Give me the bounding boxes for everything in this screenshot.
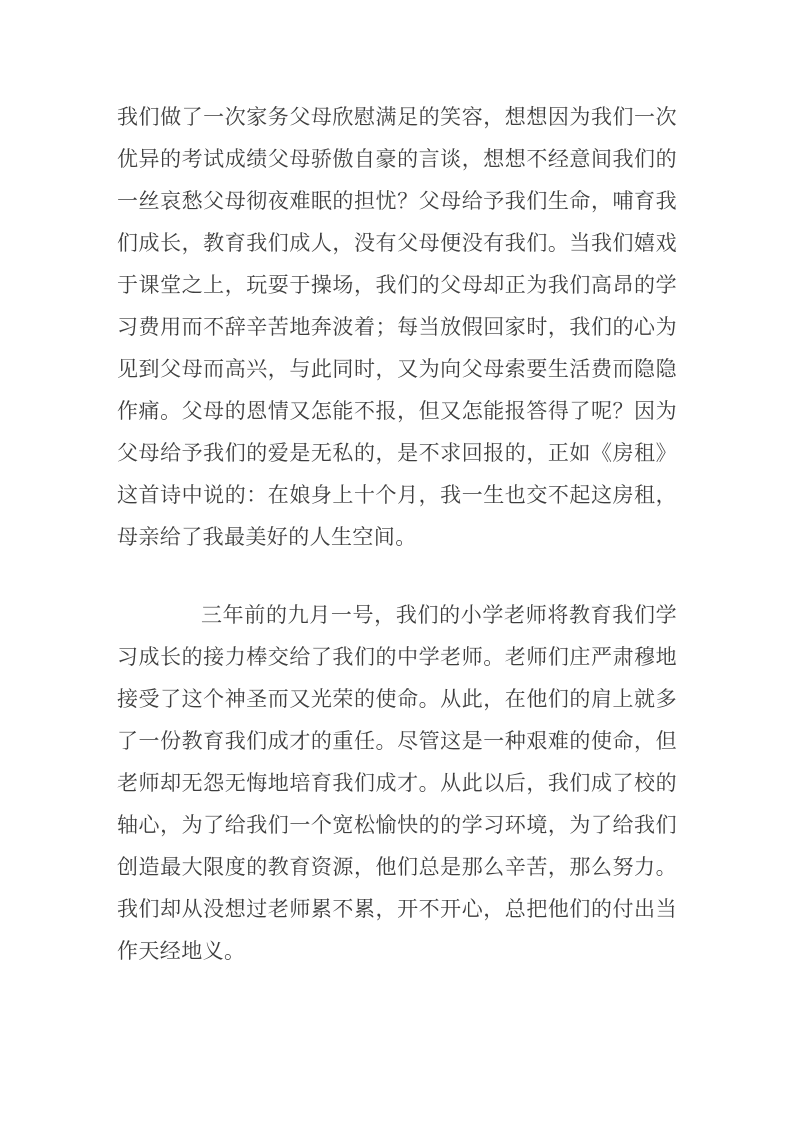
document-body xyxy=(117,96,677,972)
paragraph: 我们做了一次家务父母欣慰满足的笑容，想想因为我们一次优异的考试成绩父母骄傲自豪的言谈，想想不经意间我们的一丝哀愁父母彻夜难眠的担忧？父母给予我们生命，哺育我们成长，教育我们成人，没有父母便没有我们。当我们嬉戏于课堂之上，玩耍于操场，我们的父母却正为我们高昂的学习费用而不辞辛苦地奔波着；每当放假回家时，我们的心为见到父母而高兴，与此同时，又为向父母索要生活费而隐隐作痛。父母的恩情又怎能不报，但又怎能报答得了呢？因为父母给予我们的爱是无私的，是不求回报的，正如《房租》这首诗中说的：在娘身上十个月，我一生也交不起这房租，母亲给了我最美好的人生空间。 xyxy=(117,105,677,549)
paragraph: 三年前的九月一号，我们的小学老师将教育我们学习成长的接力棒交给了我们的中学老师。老师们庄严肃穆地接受了这个神圣而又光荣的使命。从此，在他们的肩上就多了一份教育我们成才的重任。尽管这是一种艰难的使命，但老师却无怨无悔地培育我们成才。从此以后，我们成了校的轴心，为了给我们一个宽松愉快的的学习环境，为了给我们创造最大限度的教育资源，他们总是那么辛苦，那么努力。我们却从没想过老师累不累，开不开心，总把他们的付出当作天经地义。 xyxy=(117,603,677,963)
